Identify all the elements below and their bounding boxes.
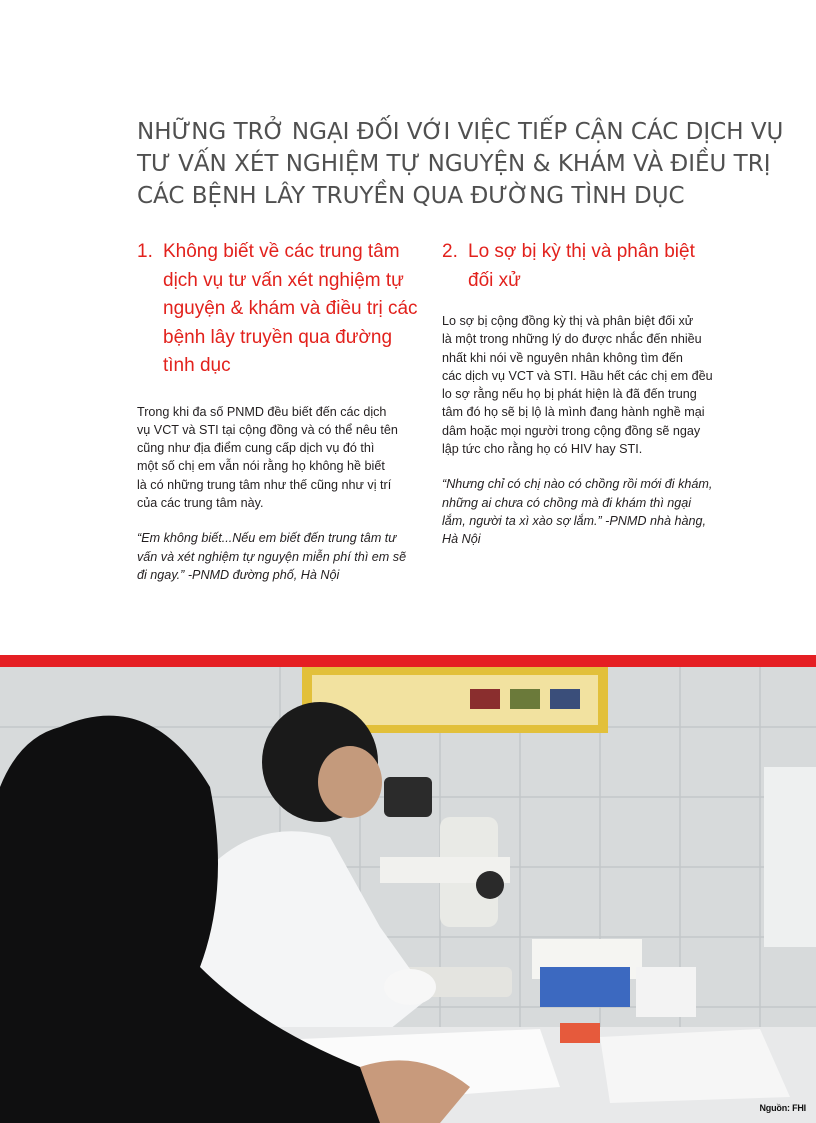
quote-line: “Nhưng chỉ có chị nào có chồng rồi mới đi khám,: [442, 477, 713, 492]
body-line: tâm đó họ sẽ bị lộ là mình đang hành nghề mại: [442, 405, 705, 420]
quote-line: “Em không biết...Nếu em biết đến trung tâm tư: [137, 531, 397, 546]
body-line: dâm hoặc mọi người trong cộng đồng sẽ ngay: [442, 423, 701, 438]
body-line: của các trung tâm này.: [137, 495, 264, 510]
title-line: TƯ VẤN XÉT NGHIỆM TỰ NGUYỆN & KHÁM VÀ ĐIỀU TRỊ: [137, 151, 771, 177]
quote-line: vấn và xét nghiệm tự nguyện miễn phí thì em sẽ: [137, 549, 407, 564]
heading-line: tình dục: [163, 355, 231, 376]
quote-line: lắm, người ta xì xào sợ lắm.” -PNMD nhà hàng,: [442, 513, 706, 528]
body-line: lập tức cho rằng họ có HIV hay STI.: [442, 442, 643, 457]
quote-line: những ai chưa có chồng mà đi khám thì ngại: [442, 495, 692, 510]
lab-photo: [0, 655, 816, 1123]
heading-line: đối xử: [468, 269, 521, 291]
body-line: lo sợ rằng nếu họ bị phát hiện là đã đến trung: [442, 387, 697, 402]
section-heading: [442, 238, 732, 295]
body-line: là một trong những lý do được nhắc đến nhiều: [442, 332, 702, 347]
body-paragraph: [137, 403, 422, 513]
body-line: là có những trung tâm như thế cũng như vị trí: [137, 477, 392, 492]
lab-photo-illustration: [0, 667, 816, 1123]
section-fear-of-stigma: [442, 238, 732, 549]
title-line: NHỮNG TRỞ NGẠI ĐỐI VỚI VIỆC TIẾP CẬN CÁC DỊCH VỤ: [137, 119, 784, 145]
title-line: CÁC BỆNH LÂY TRUYỀN QUA ĐƯỜNG TÌNH DỤC: [137, 183, 685, 209]
body-line: nhất khi nói về nguyên nhân không tìm đến: [442, 350, 683, 365]
heading-line: dịch vụ tư vấn xét nghiệm tự: [163, 269, 404, 291]
body-line: các dịch vụ VCT và STI. Hầu hết các chị em đều: [442, 368, 713, 383]
section-number: 1.: [137, 241, 153, 262]
body-line: Lo sợ bị cộng đồng kỳ thị và phân biệt đối xử: [442, 314, 694, 328]
heading-line: Không biết về các trung tâm: [163, 241, 400, 262]
body-line: Trong khi đa số PNMD đều biết đến các dịch: [137, 404, 387, 419]
heading-line: Lo sợ bị kỳ thị và phân biệt: [468, 241, 695, 262]
quote: [137, 529, 422, 584]
body-line: cũng như địa điểm cung cấp dịch vụ đó thì: [137, 441, 375, 456]
body-line: vụ VCT và STI tại cộng đồng và có thể nêu tên: [137, 422, 398, 437]
heading-line: nguyện & khám và điều trị các: [163, 298, 418, 319]
body-paragraph: [442, 312, 732, 458]
page-title: [137, 116, 784, 212]
quote-line: đi ngay.” -PNMD đường phố, Hà Nội: [137, 567, 340, 582]
section-unaware-of-centers: [137, 238, 422, 584]
heading-line: bệnh lây truyền qua đường: [163, 326, 393, 348]
photo-credit: Nguồn: FHI: [759, 1103, 806, 1113]
quote: [442, 475, 732, 548]
section-number: 2.: [442, 241, 458, 262]
body-line: một số chị em vẫn nói rằng họ không hề biết: [137, 459, 385, 474]
section-heading: [137, 238, 422, 381]
quote-line: Hà Nội: [442, 532, 481, 547]
